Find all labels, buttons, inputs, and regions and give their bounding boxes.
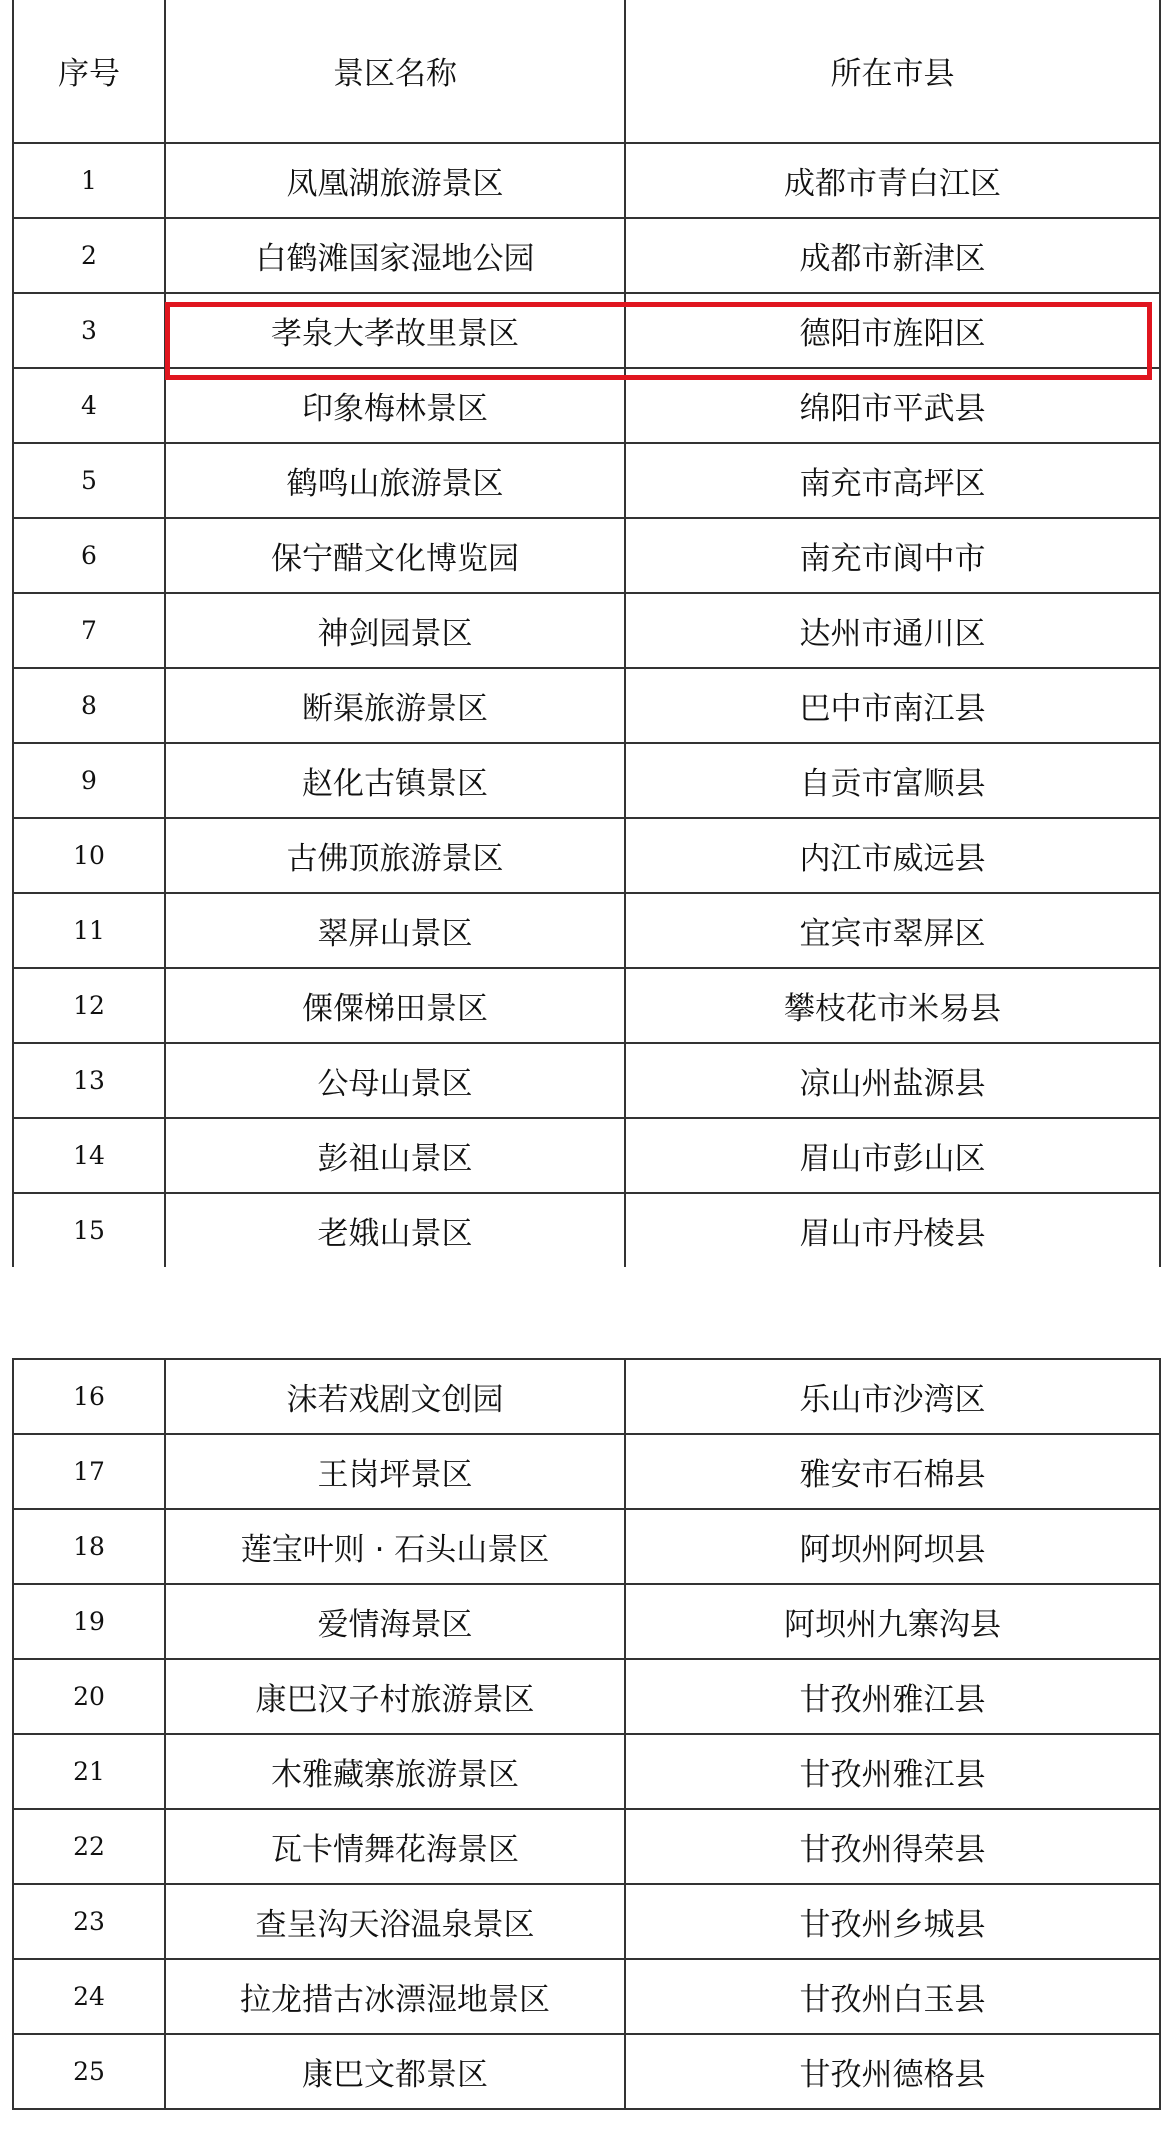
row-scenic-name: 赵化古镇景区 (165, 743, 625, 818)
row-location: 巴中市南江县 (625, 668, 1160, 743)
row-scenic-name: 莲宝叶则 · 石头山景区 (165, 1509, 625, 1584)
row-location: 雅安市石棉县 (625, 1434, 1160, 1509)
row-location: 成都市新津区 (625, 218, 1160, 293)
row-scenic-name: 木雅藏寨旅游景区 (165, 1734, 625, 1809)
row-scenic-name: 鹤鸣山旅游景区 (165, 443, 625, 518)
row-seq: 14 (13, 1118, 165, 1193)
table-row (13, 1043, 1160, 1118)
table-row (13, 1734, 1160, 1809)
row-seq: 12 (13, 968, 165, 1043)
row-seq: 10 (13, 818, 165, 893)
table-row (13, 668, 1160, 743)
row-location: 甘孜州雅江县 (625, 1734, 1160, 1809)
table-row (13, 368, 1160, 443)
row-location: 甘孜州德格县 (625, 2034, 1160, 2109)
row-location: 攀枝花市米易县 (625, 968, 1160, 1043)
row-location: 自贡市富顺县 (625, 743, 1160, 818)
table-row (13, 1359, 1160, 1434)
row-location: 阿坝州阿坝县 (625, 1509, 1160, 1584)
row-scenic-name: 白鹤滩国家湿地公园 (165, 218, 625, 293)
row-location: 宜宾市翠屏区 (625, 893, 1160, 968)
row-seq: 22 (13, 1809, 165, 1884)
row-scenic-name: 古佛顶旅游景区 (165, 818, 625, 893)
table-row (13, 1584, 1160, 1659)
row-location: 甘孜州得荣县 (625, 1809, 1160, 1884)
row-location: 阿坝州九寨沟县 (625, 1584, 1160, 1659)
row-seq: 18 (13, 1509, 165, 1584)
row-scenic-name: 老娥山景区 (165, 1193, 625, 1267)
table-row (13, 1809, 1160, 1884)
row-scenic-name: 王岗坪景区 (165, 1434, 625, 1509)
row-seq: 25 (13, 2034, 165, 2109)
row-location: 德阳市旌阳区 (625, 293, 1160, 368)
header-seq: 序号 (13, 0, 165, 143)
row-location: 甘孜州乡城县 (625, 1884, 1160, 1959)
row-location: 眉山市丹棱县 (625, 1193, 1160, 1267)
row-seq: 21 (13, 1734, 165, 1809)
row-seq: 19 (13, 1584, 165, 1659)
table-row (13, 743, 1160, 818)
row-seq: 7 (13, 593, 165, 668)
row-seq: 6 (13, 518, 165, 593)
row-seq: 4 (13, 368, 165, 443)
table-row (13, 968, 1160, 1043)
table-row (13, 218, 1160, 293)
row-location: 达州市通川区 (625, 593, 1160, 668)
table-row (13, 293, 1160, 368)
row-scenic-name: 瓦卡情舞花海景区 (165, 1809, 625, 1884)
row-seq: 23 (13, 1884, 165, 1959)
table-row (13, 143, 1160, 218)
row-seq: 3 (13, 293, 165, 368)
scenic-area-table-part-1 (12, 0, 1161, 1267)
row-location: 内江市威远县 (625, 818, 1160, 893)
table-row (13, 818, 1160, 893)
header-location: 所在市县 (625, 0, 1160, 143)
table-row (13, 1959, 1160, 2034)
scenic-area-table-part-2 (12, 1358, 1161, 2110)
row-seq: 1 (13, 143, 165, 218)
row-seq: 5 (13, 443, 165, 518)
row-scenic-name: 沫若戏剧文创园 (165, 1359, 625, 1434)
row-seq: 15 (13, 1193, 165, 1267)
table-row (13, 1509, 1160, 1584)
row-seq: 2 (13, 218, 165, 293)
table-header-row (13, 0, 1160, 143)
table-row (13, 2034, 1160, 2109)
row-scenic-name: 翠屏山景区 (165, 893, 625, 968)
row-scenic-name: 康巴汉子村旅游景区 (165, 1659, 625, 1734)
row-seq: 11 (13, 893, 165, 968)
table-row (13, 593, 1160, 668)
row-seq: 16 (13, 1359, 165, 1434)
row-seq: 24 (13, 1959, 165, 2034)
row-seq: 20 (13, 1659, 165, 1734)
row-location: 凉山州盐源县 (625, 1043, 1160, 1118)
row-location: 眉山市彭山区 (625, 1118, 1160, 1193)
row-scenic-name: 神剑园景区 (165, 593, 625, 668)
row-location: 南充市高坪区 (625, 443, 1160, 518)
row-seq: 13 (13, 1043, 165, 1118)
row-scenic-name: 印象梅林景区 (165, 368, 625, 443)
row-scenic-name: 凤凰湖旅游景区 (165, 143, 625, 218)
header-name: 景区名称 (165, 0, 625, 143)
row-scenic-name: 保宁醋文化博览园 (165, 518, 625, 593)
row-location: 南充市阆中市 (625, 518, 1160, 593)
row-seq: 8 (13, 668, 165, 743)
table-row (13, 443, 1160, 518)
row-seq: 9 (13, 743, 165, 818)
table-row (13, 893, 1160, 968)
table-row (13, 1193, 1160, 1267)
row-scenic-name: 拉龙措古冰漂湿地景区 (165, 1959, 625, 2034)
row-scenic-name: 孝泉大孝故里景区 (165, 293, 625, 368)
row-scenic-name: 爱情海景区 (165, 1584, 625, 1659)
row-scenic-name: 傈僳梯田景区 (165, 968, 625, 1043)
row-scenic-name: 查呈沟天浴温泉景区 (165, 1884, 625, 1959)
table-row (13, 1884, 1160, 1959)
row-scenic-name: 康巴文都景区 (165, 2034, 625, 2109)
row-location: 绵阳市平武县 (625, 368, 1160, 443)
row-location: 乐山市沙湾区 (625, 1359, 1160, 1434)
row-location: 甘孜州雅江县 (625, 1659, 1160, 1734)
row-scenic-name: 公母山景区 (165, 1043, 625, 1118)
table-row (13, 1434, 1160, 1509)
row-seq: 17 (13, 1434, 165, 1509)
row-scenic-name: 断渠旅游景区 (165, 668, 625, 743)
table-row (13, 1659, 1160, 1734)
row-location: 甘孜州白玉县 (625, 1959, 1160, 2034)
table-row (13, 518, 1160, 593)
table-row (13, 1118, 1160, 1193)
row-location: 成都市青白江区 (625, 143, 1160, 218)
row-scenic-name: 彭祖山景区 (165, 1118, 625, 1193)
